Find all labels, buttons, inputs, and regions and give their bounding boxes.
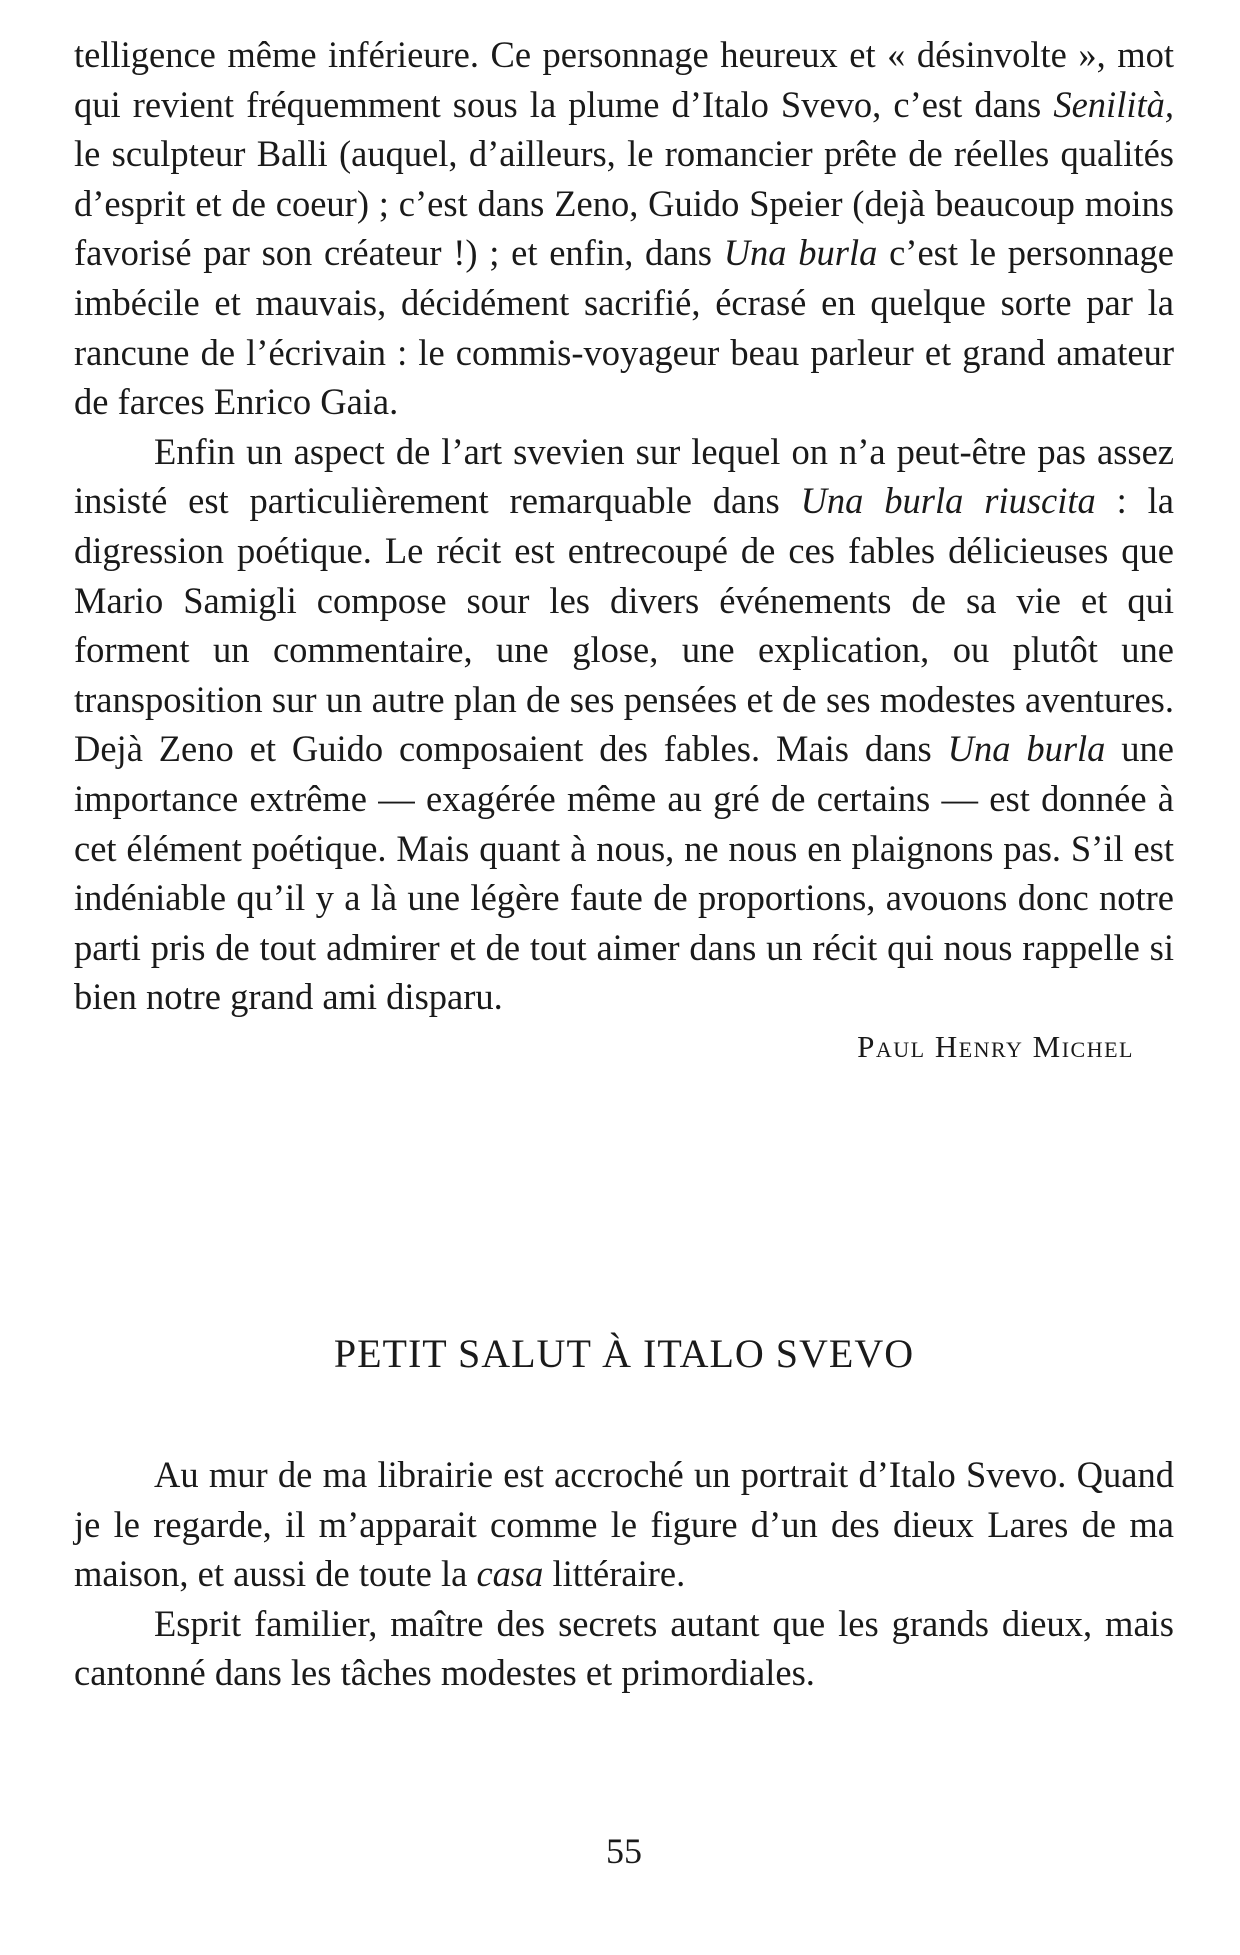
italic-title-una-burla-riuscita: Una burla riuscita: [800, 480, 1096, 522]
page-body: [74, 30, 1174, 1871]
text-run: telligence même inférieure. Ce personnage heureux et « désinvolte », mot qui revient fréquemment sous la plume d’Italo Svevo, c’est dans: [74, 34, 1174, 125]
text-run: Enfin un aspect de l’art svevien sur lequel on n’a peut-être pas assez insisté est particulièrement remarquable dans: [74, 430, 1174, 522]
italic-title-una-burla: Una burla: [723, 232, 878, 274]
paragraph-1: [74, 30, 1174, 427]
italic-word-casa: casa: [476, 1553, 544, 1595]
page-number: 55: [606, 1831, 642, 1871]
text-run: une importance extrême — exagérée même au gré de certains — est donnée à cet élément poétique. Mais quant à nous, ne nous en plaignons pas. S’il est indéniable qu’il y a là une légère faute de proportions, avouons donc notre parti pris de tout admirer et de tout aimer dans un récit qui nous rappelle si bien notre grand ami disparu.: [74, 728, 1174, 1018]
section-title: PETIT SALUT À ITALO SVEVO: [333, 1331, 915, 1376]
paragraph-2: [74, 427, 1174, 1022]
text-run: Au mur de ma librairie est accroché un portrait d’Italo Svevo. Quand je le regarde, il m’apparait comme le figure d’un des dieux Lares de ma maison, et aussi de toute la: [74, 1454, 1174, 1595]
author-signature: Paul Henry Michel: [857, 1028, 1134, 1064]
text-run: : la digression poétique. Le récit est entrecoupé de ces fables délicieuses que Mario Samigli compose sour les divers événements de sa vie et qui forment un commentaire, une glose, une explication, ou plutôt une transposition sur un autre plan de ses pensées et de ses modestes aventures. Dejà Zeno et Guido composaient des fables. Mais dans: [74, 480, 1174, 770]
text-run: littéraire.: [543, 1553, 686, 1595]
paragraph-4: Esprit familier, maître des secrets autant que les grands dieux, mais cantonné dans les tâches modestes et primordiales.: [74, 1602, 1174, 1694]
paragraph-3: [74, 1450, 1174, 1599]
italic-title-una-burla: Una burla: [947, 728, 1106, 770]
italic-title-senilita: Senilità,: [1053, 83, 1174, 125]
second-article: [74, 1450, 1174, 1698]
text-run: c’est le personnage imbécile et mauvais, décidément sacrifié, écrasé en quelque sorte par la rancune de l’écrivain : le commis-voyageur beau parleur et grand amateur de farces Enrico Gaia.: [74, 232, 1174, 423]
text-run: le sculpteur Balli (auquel, d’ailleurs, le romancier prête de réelles qualités d’esprit et de coeur) ; c’est dans Zeno, Guido Speier (dejà beaucoup moins favorisé par son créateur !) ; et enfin, dans: [74, 133, 1174, 274]
